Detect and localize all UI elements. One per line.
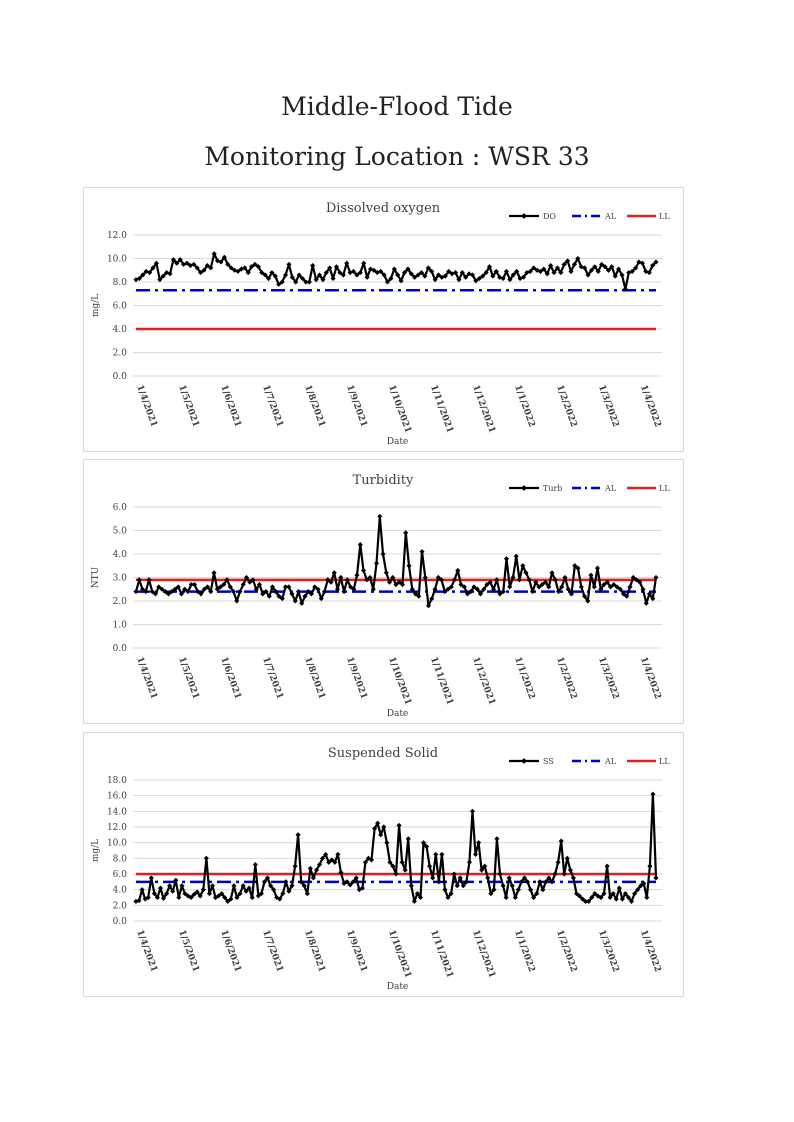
y-tick-label: 0.0 <box>112 917 127 927</box>
data-point <box>149 875 154 880</box>
legend-marker-main <box>521 213 527 219</box>
x-tick-label: 1/11/2021 <box>428 655 455 707</box>
y-axis-label: mg/L <box>91 293 101 318</box>
data-point <box>504 556 509 561</box>
legend-marker-main <box>521 758 527 764</box>
x-tick-label: 1/2/2022 <box>554 655 579 701</box>
x-tick-label: 1/8/2021 <box>302 655 327 701</box>
data-point <box>308 866 313 871</box>
x-tick-label: 1/5/2021 <box>176 383 201 429</box>
x-tick-label: 1/6/2021 <box>218 655 243 701</box>
x-tick-label: 1/12/2021 <box>470 383 497 435</box>
data-point <box>341 589 346 594</box>
data-point <box>556 860 561 865</box>
y-tick-label: 2.0 <box>112 597 127 607</box>
data-point <box>653 875 658 880</box>
data-point <box>476 840 481 845</box>
x-tick-label: 1/4/2021 <box>134 928 159 974</box>
x-tick-label: 1/4/2022 <box>637 655 663 701</box>
y-tick-label: 3.0 <box>112 573 127 584</box>
y-tick-label: 18.0 <box>106 776 127 786</box>
x-tick-label: 1/8/2021 <box>302 928 327 974</box>
data-point <box>286 262 291 267</box>
x-axis-label: Date <box>386 437 409 447</box>
y-tick-label: 8.0 <box>112 278 127 288</box>
data-point <box>592 584 597 589</box>
data-point <box>514 554 519 559</box>
data-point <box>283 879 288 884</box>
data-point <box>427 864 432 869</box>
x-tick-label: 1/11/2021 <box>428 928 455 980</box>
data-point <box>473 852 478 857</box>
data-point <box>133 589 138 594</box>
y-tick-label: 10.0 <box>106 838 127 849</box>
x-tick-label: 1/4/2022 <box>637 383 663 429</box>
chart-title: Dissolved oxygen <box>325 201 441 216</box>
chart-title: Suspended Solid <box>327 746 439 761</box>
data-point <box>310 263 315 268</box>
page-subtitle: Monitoring Location : WSR 33 <box>204 142 590 171</box>
legend-label-al: AL <box>605 212 617 221</box>
x-tick-label: 1/7/2021 <box>260 383 285 429</box>
data-point <box>296 832 301 837</box>
data-point <box>605 864 610 869</box>
data-point <box>565 856 570 861</box>
data-point <box>332 570 337 575</box>
data-point <box>439 852 444 857</box>
data-point <box>430 875 435 880</box>
chart-title: Turbidity <box>352 473 414 488</box>
y-tick-label: 6.0 <box>112 301 127 312</box>
data-point <box>140 887 145 892</box>
x-tick-label: 1/7/2021 <box>260 928 285 974</box>
x-tick-label: 1/8/2021 <box>302 383 327 429</box>
chart-svg <box>84 460 683 723</box>
data-point <box>406 836 411 841</box>
data-point <box>452 871 457 876</box>
y-tick-label: 0.0 <box>112 372 127 382</box>
x-tick-label: 1/3/2022 <box>596 655 621 701</box>
data-point <box>409 883 414 888</box>
x-axis-label: Date <box>386 709 409 719</box>
data-point <box>467 860 472 865</box>
x-tick-label: 1/3/2022 <box>596 383 621 429</box>
x-tick-label: 1/6/2021 <box>218 383 243 429</box>
y-tick-label: 2.0 <box>112 901 127 912</box>
data-point <box>406 563 411 568</box>
x-tick-label: 1/7/2021 <box>260 655 285 701</box>
y-tick-label: 12.0 <box>106 823 127 833</box>
data-point <box>494 577 499 582</box>
y-tick-label: 16.0 <box>106 791 127 802</box>
x-tick-label: 1/11/2021 <box>428 383 455 435</box>
data-point <box>250 895 255 900</box>
x-tick-label: 1/9/2021 <box>344 655 369 701</box>
chart-turbidity <box>83 459 684 724</box>
x-tick-label: 1/10/2021 <box>386 383 413 435</box>
chart-svg <box>84 733 683 996</box>
data-point <box>231 883 236 888</box>
data-point <box>253 862 258 867</box>
legend-label-main: DO <box>543 212 556 221</box>
data-point <box>358 542 363 547</box>
data-point <box>644 895 649 900</box>
y-tick-label: 4.0 <box>112 325 127 335</box>
x-tick-label: 1/9/2021 <box>344 383 369 429</box>
chart-dissolved-oxygen <box>83 187 684 452</box>
data-point <box>377 514 382 519</box>
data-point <box>307 279 312 284</box>
y-tick-label: 0.0 <box>112 644 127 654</box>
legend-label-main: SS <box>543 757 554 766</box>
x-tick-label: 1/2/2022 <box>554 383 579 429</box>
legend-label-ll: LL <box>659 484 670 493</box>
data-point <box>595 566 600 571</box>
y-axis-label: NTU <box>91 566 101 589</box>
y-tick-label: 4.0 <box>112 550 127 560</box>
data-point <box>501 883 506 888</box>
x-tick-label: 1/5/2021 <box>176 655 201 701</box>
data-point <box>403 530 408 535</box>
data-point <box>146 577 151 582</box>
x-tick-label: 1/4/2021 <box>134 655 159 701</box>
y-tick-label: 4.0 <box>112 885 127 896</box>
data-point <box>419 549 424 554</box>
chart-suspended-solid <box>83 732 684 997</box>
data-point <box>331 276 336 281</box>
legend-label-ll: LL <box>659 757 670 766</box>
x-tick-label: 1/5/2021 <box>176 928 201 974</box>
y-axis-label: mg/L <box>91 838 101 863</box>
x-tick-label: 1/1/2022 <box>512 655 537 701</box>
data-point <box>562 871 567 876</box>
data-point <box>296 589 301 594</box>
data-point <box>374 561 379 566</box>
legend-label-ll: LL <box>659 212 670 221</box>
x-tick-label: 1/1/2022 <box>512 383 537 429</box>
data-point <box>380 551 385 556</box>
x-tick-label: 1/6/2021 <box>218 928 243 974</box>
legend-marker-main <box>521 485 527 491</box>
x-axis-label: Date <box>386 982 409 992</box>
x-tick-label: 1/4/2022 <box>637 928 663 974</box>
y-tick-label: 6.0 <box>112 503 127 513</box>
data-point <box>436 879 441 884</box>
x-tick-label: 1/12/2021 <box>470 928 497 980</box>
page-title: Middle-Flood Tide <box>281 92 513 121</box>
legend-label-main: Turb <box>543 484 563 493</box>
y-tick-label: 6.0 <box>112 870 127 880</box>
data-point <box>494 836 499 841</box>
data-point <box>176 895 181 900</box>
x-tick-label: 1/10/2021 <box>386 655 413 707</box>
x-tick-label: 1/3/2022 <box>596 928 621 974</box>
y-tick-label: 1.0 <box>112 620 127 631</box>
data-point <box>204 856 209 861</box>
data-point <box>647 864 652 869</box>
data-point <box>497 871 502 876</box>
x-tick-label: 1/4/2021 <box>134 383 159 429</box>
x-tick-label: 1/12/2021 <box>470 655 497 707</box>
y-tick-label: 2.0 <box>112 348 127 359</box>
y-tick-label: 10.0 <box>106 254 127 265</box>
data-point <box>517 577 522 582</box>
chart-svg <box>84 188 683 451</box>
data-point <box>293 864 298 869</box>
x-tick-label: 1/2/2022 <box>554 928 579 974</box>
legend-label-al: AL <box>605 757 617 766</box>
data-point <box>485 875 490 880</box>
y-tick-label: 5.0 <box>112 526 127 537</box>
y-tick-label: 14.0 <box>106 807 127 818</box>
data-point <box>211 570 216 575</box>
data-point <box>361 568 366 573</box>
data-point <box>470 809 475 814</box>
data-point <box>588 573 593 578</box>
x-tick-label: 1/1/2022 <box>512 928 537 974</box>
legend-label-al: AL <box>605 484 617 493</box>
x-tick-label: 1/9/2021 <box>344 928 369 974</box>
data-point <box>433 852 438 857</box>
y-tick-label: 8.0 <box>112 854 127 865</box>
data-point <box>455 568 460 573</box>
data-point <box>384 840 389 845</box>
y-tick-label: 12.0 <box>106 231 127 241</box>
x-tick-label: 1/10/2021 <box>386 928 413 980</box>
data-point <box>354 573 359 578</box>
data-point <box>504 895 509 900</box>
